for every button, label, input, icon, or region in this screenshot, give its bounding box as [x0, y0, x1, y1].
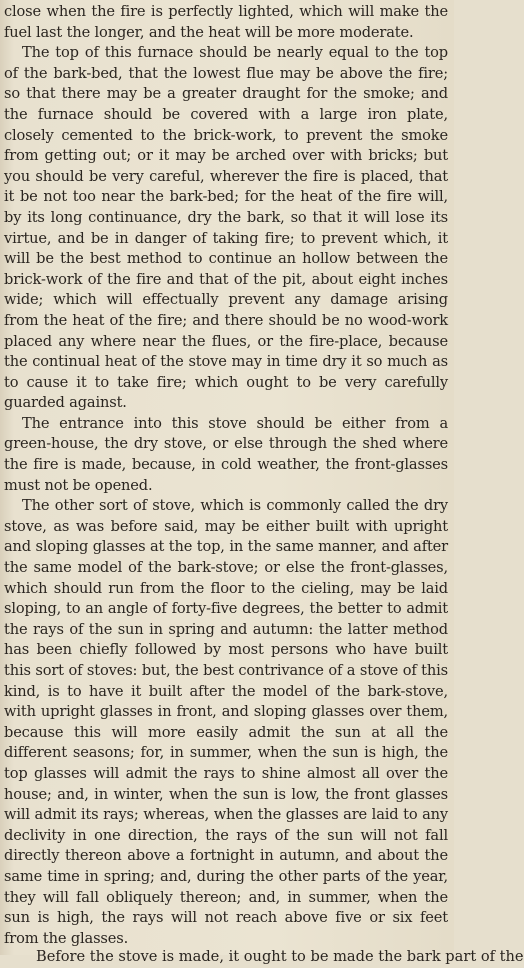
paragraph-dry-stove: The other sort of stove, which is commonly called the dry stove, as was before said, may be either built with upright and sloping glasses at the top, in the same manner, and after the same model of the bark-stove; or else the front-glasses, which should run from the floor to the cieling, may be laid sloping, to an angle of forty-five degrees, the better to admit the rays of the sun in spring and autumn: the latter method has been chiefly followed by most persons who have built this sort of stoves: but, the best contrivance of a stove of this kind, is to have it built after the model of the bark-stove, with upright glasses in front, and sloping glasses over them, because this will more easily admit the sun at all the different seasons; for, in summer, when the sun is high, the top glasses will admit the rays to shine almost all over the house; and, in winter, when the sun is low, the front glasses will admit its rays; whereas, when the glasses are laid to any declivity in one direction, the rays of the sun will not fall directly thereon above a fortnight in autumn, and about the same time in spring; and, during the other parts of the year, they will fall obliquely thereon; and, in summer, when the sun is high, the rays will not reach above five or six feet from the glasses. [4, 497, 448, 947]
page-text [4, 2, 448, 949]
paragraph-stove-entrance: The entrance into this stove should be either from a green-house, the dry stove, or else through the shed where the fire is made, because, in cold weather, the front-glasses must not be opened. [4, 414, 448, 494]
paragraph-furnace-top: The top of this furnace should be nearly equal to the top of the bark-bed, that the lowest flue may be above the fire; so that there may be a greater draught for the smoke; and the furnace should be covered with a large iron plate, closely cemented to the brick-work, to prevent the smoke from getting out; or it may be arched over with bricks; but you should be very careful, wherever the fire is placed, that it be not too near the bark-bed; for the heat of the fire will, by its long continuance, dry the bark, so that it will lose its virtue, and be in danger of taking fire; to prevent which, it will be the best method to continue an hollow between the brick-work of the fire and that of the pit, about eight inches wide; which will effectually prevent any damage arising from the heat of the fire; and there should be no wood-work placed any where near the flues, or the fire-place, because the continual heat of the stove may in time dry it so much as to cause it to take fire; which ought to be very carefully guarded against. [4, 44, 448, 412]
cut-off-line: Before the stove is made, it ought to be made the bark part of the [36, 948, 524, 965]
paragraph-fire-closing: close when the fire is perfectly lighted, which will make the fuel last the longer, and the heat will be more moderate. [4, 3, 448, 41]
